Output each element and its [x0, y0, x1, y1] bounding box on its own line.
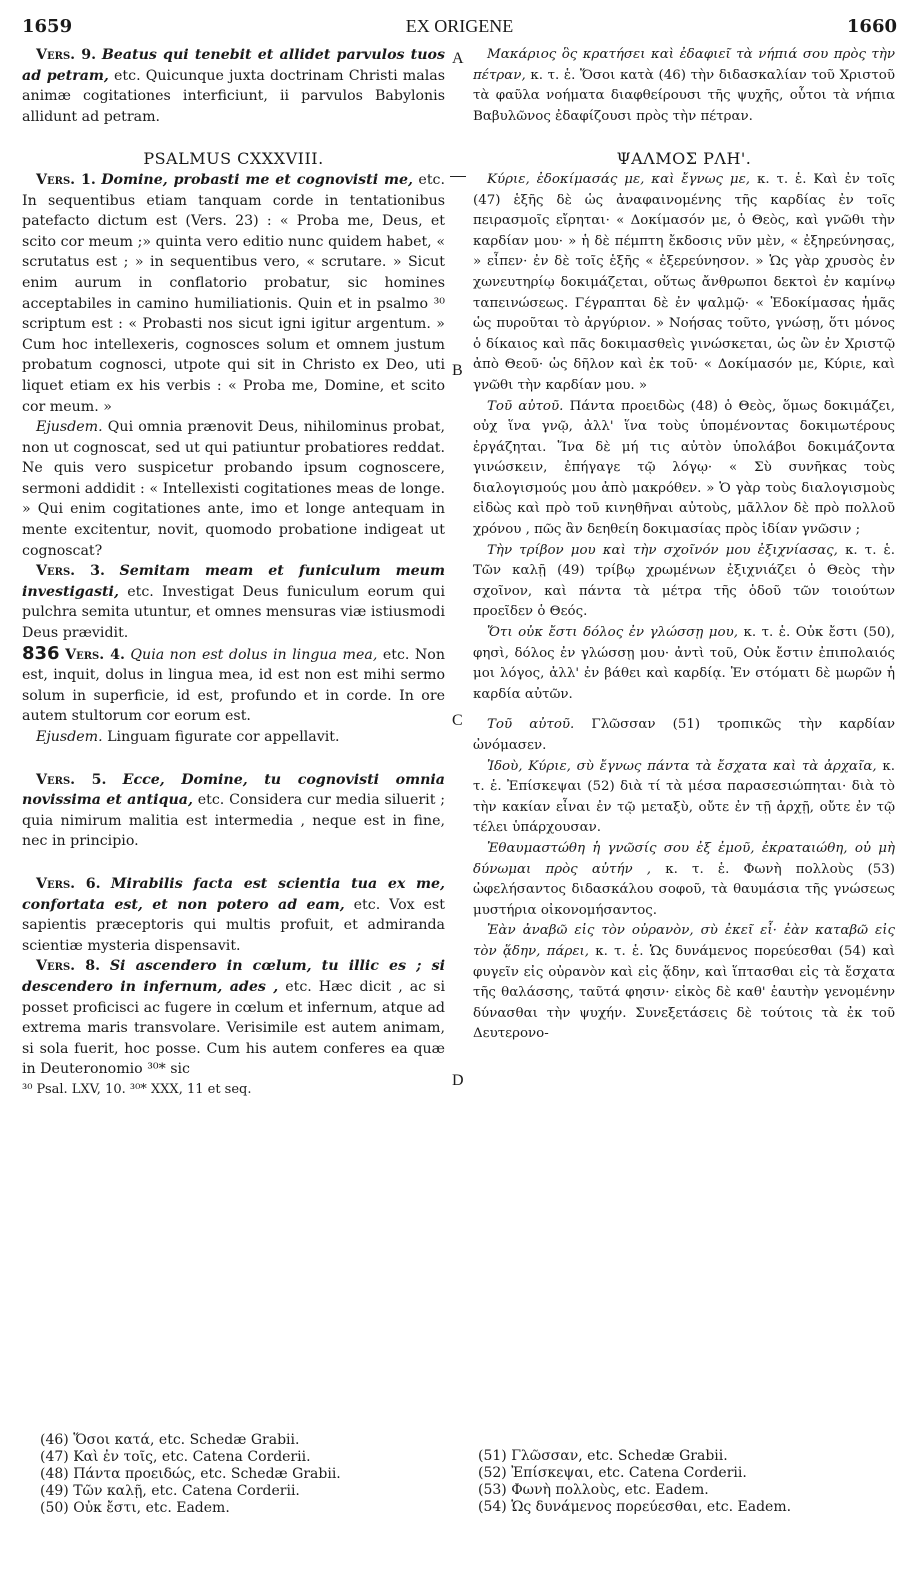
- running-header: [22, 16, 897, 40]
- greek-verse-9: Μακάριος ὃς κρατήσει καὶ ἐδαφιεῖ τὰ νήπιά σου πρὸς τὴν πέτραν, κ. τ. ἑ. Ὅσοι κατὰ (46) τὴν διδασκαλίαν τοῦ Χριστοῦ τὰ φαῦλα νοήματα διαφθείρουσι τῆς ψυχῆς, οὗτοι τὰ νήπια Βαβυλῶνος ἐδαφίζουσι πρὸς τὴν πέτραν.: [473, 47, 895, 124]
- greek-psalm-title: ΨΑΛΜΟΣ ΡΛΗ'.: [616, 149, 752, 169]
- margin-mark-a: A: [452, 50, 464, 67]
- footnote: (49) Τῶν καλῇ, etc. Catena Corderii.: [40, 1483, 300, 1499]
- latin-ejusdem-2: Ejusdem. Linguam figurate cor appellavit.: [36, 729, 340, 745]
- greek-verse-1: Κύριε, ἐδοκίμασάς με, καὶ ἔγνως με, κ. τ. ἑ. Καὶ ἐν τοῖς (47) ἑξῆς δὲ ὡς ἀναφαινομένης τῆς καρδίας ἐν τοῖς πειρασμοῖς εἴρηται· « Δοκίμασόν με, ὁ Θεὸς, καὶ γνῶθι τὴν καρδίαν μου· » ἡ δὲ πέμπτη ἔκδοσις νῦν μὲν, « ἐξηρεύνησας, » εἶπεν· ἐν δὲ τοῖς ἑξῆς « ἐξερεύνησον. » Ὡς γὰρ χρυσὸς ἐν χωνευτηρίῳ δοκιμάζεται, οὕτως ἄνθρωποι δεκτοὶ ἐν καμίνῳ ταπεινώσεως. Γέγραπται δὲ ἐν ψαλμῷ· « Ἐδοκίμασας ἡμᾶς ὡς πυροῦται τὸ ἀργύριον. » Νοήσας τοῦτο, γνώσῃ, ὅτι μόνος ὁ δίκαιος καὶ πᾶς δοκιμασθεὶς γινώσκεται, ὡς ὢν ἐν Χριστῷ ἀπὸ Θεοῦ· ὡς δῆλον καὶ ἐκ τοῦ· « Δοκίμασόν με, Κύριε, καὶ γνῶθι τὴν καρδίαν μου. »: [473, 171, 896, 393]
- latin-ejusdem-1: Ejusdem. Qui omnia prænovit Deus, nihilominus probat, non ut cognoscat, sed ut qui patiuntur probatiores reddat. Ne quis vero suspicetur probando ipsum cognoscere, sermoni addidit : « Intellexisti cogitationes meas de longe. » Qui enim cogitationes ante, imo et longe antequam in mente excitentur, novit, quomodo probatione indigeat ut cognoscat?: [22, 419, 445, 559]
- footnote: (46) Ὅσοι κατά, etc. Schedæ Grabii.: [40, 1432, 300, 1448]
- footnote: (53) Φωνὴ πολλοὺς, etc. Eadem.: [478, 1482, 709, 1498]
- greek-verse-3: Τὴν τρίβον μου καὶ τὴν σχοῖνόν μου ἐξιχνίασας, κ. τ. ἑ. Τῶν καλῇ (49) τρίβῳ χρωμένων ἐξιχνιάζει ὁ Θεὸς τὴν σχοῖνον, καὶ πάντα τὰ μέτρα τῆς ὁδοῦ τῶν τοιούτων προεῖδεν ὁ Θεός.: [473, 542, 895, 620]
- footnote: (48) Πάντα προειδώς, etc. Schedæ Grabii.: [40, 1466, 341, 1482]
- greek-verse-8: Ἐὰν ἀναβῶ εἰς τὸν οὐρανὸν, σὺ ἐκεῖ εἶ· ἐὰν καταβῶ εἰς τὸν ᾅδην, πάρει, κ. τ. ἑ. Ὡς δυνάμενος πορεύεσθαι (54) καὶ φυγεῖν εἰς οὐρανὸν καὶ εἰς ᾅδην, καὶ ἵπτασθαι εἰς τὰ ἔσχατα τῆς θαλάσσης, ταῦτά φησιν· εἰκὸς δὲ καθ' ἑαυτὴν γενομένην δύνασθαι τὴν ψυχήν. Συνεξετάσεις δὲ τούτοις τὰ ἐκ τοῦ Δευτερονο-: [473, 923, 895, 1042]
- section-dash: [450, 176, 466, 177]
- greek-tou-autou-2: Τοῦ αὐτοῦ. Γλῶσσαν (51) τροπικῶς τὴν καρδίαν ὠνόμασεν.: [473, 717, 895, 753]
- footnote: (54) Ὡς δυνάμενος πορεύεσθαι, etc. Eadem.: [478, 1499, 792, 1515]
- page-number-left: 1659: [22, 16, 73, 37]
- latin-verse-4: 836 Vers. 4. Quia non est dolus in lingua mea, etc. Non est, inquit, dolus in lingua mea, id est non est mihi sermo solum in superficie, id est, profundo et in corde. In ore autem stultorum cor eorum est.: [22, 642, 445, 725]
- greek-column: [473, 45, 895, 1045]
- latin-verse-5: Vers. 5. Ecce, Domine, tu cognovisti omnia novissima et antiqua, etc. Considera cur media siluerit ; quia nimirum malitia est intermedia , neque est in fine, nec in principio.: [22, 771, 446, 850]
- footnote: (52) Ἐπίσκεψαι, etc. Catena Corderii.: [478, 1465, 747, 1481]
- footnotes-left: [40, 1432, 440, 1517]
- running-title: EX ORIGENE: [405, 16, 514, 36]
- latin-verse-6: Vers. 6. Mirabilis facta est scientia tua ex me, confortata est, et non potero ad eam, etc. Vox est sapientis præceptoris qui multis profuit, et admiranda scientiæ mysteria dispensavit.: [22, 875, 446, 954]
- latin-verse-8: Vers. 8. Si ascendero in cœlum, tu illic es ; si descendero in infernum, ades , etc. Hæc dicit , ac si posset proficisci ac fugere in cœlum et infernum, atque ad extrema maris transvolare. Verisimile est autem animam, si sola fuerit, hoc posse. Cum his autem conferes ea quæ in Deuteronomio ³⁰* sic: [22, 958, 446, 1078]
- greek-tou-autou-1: Τοῦ αὐτοῦ. Πάντα προειδὼς (48) ὁ Θεὸς, ὅμως δοκιμάζει, οὐχ ἵνα γνῷ, ἀλλ' ἵνα τοὺς ὑπομένοντας δοκιμωτέρους ἐργάζηται. Ἵνα δὲ μή τις αὐτὸν ὑπολάβοι δοκιμάζοντα γινώσκειν, ἐπήγαγε τῷ λόγῳ· « Σὺ συνῆκας τοὺς διαλογισμούς μου ἀπὸ μακρόθεν. » Ὁ γὰρ τοὺς διαλογισμοὺς εἰδὼς καὶ πρὸ τοῦ κινηθῆναι αὐτοὺς, μᾶλλον δὲ πρὸ πολλοῦ χρόνου , πῶς ἂν δεηθείη δοκιμασίας πρὸς ἰδίαν γνῶσιν ;: [473, 398, 895, 538]
- margin-mark-d: D: [452, 1072, 464, 1089]
- margin-mark-c: C: [452, 712, 463, 729]
- greek-verse-6: Ἐθαυμαστώθη ἡ γνῶσίς σου ἐξ ἐμοῦ, ἐκραταιώθη, οὐ μὴ δύνωμαι πρὸς αὐτήν , κ. τ. ἑ. Φωνὴ πολλοὺς (53) ὠφελήσαντος διδασκάλου σοφοῦ, τὰ θαυμάσια τῆς γνώσεως μυστήρια οἰκονομήσαντος.: [473, 840, 895, 918]
- margin-mark-b: B: [452, 362, 463, 379]
- greek-verse-5: Ἰδοὺ, Κύριε, σὺ ἔγνως πάντα τὰ ἔσχατα καὶ τὰ ἀρχαῖα, κ. τ. ἑ. Ἐπίσκεψαι (52) διὰ τί τὰ μέσα παρασεσιώπηται· διὰ τὸ τὴν κακίαν εἶναι ἐν τῷ μεταξὺ, οὔτε ἐν τῇ ἀρχῇ, οὔτε ἐν τῷ τέλει ὑπάρχουσαν.: [473, 758, 895, 836]
- footnote: (47) Καὶ ἐν τοῖς, etc. Catena Corderii.: [40, 1449, 311, 1465]
- column-number: 836: [22, 642, 60, 664]
- latin-scripture-refs: ³⁰ Psal. LXV, 10. ³⁰* XXX, 11 et seq.: [22, 1081, 252, 1097]
- latin-column: [22, 45, 445, 1101]
- latin-verse-1: Vers. 1. Domine, probasti me et cognovisti me, etc. In sequentibus etiam tanquam corde in tentationibus patefacto dictum est (Vers. 23) : « Proba me, Deus, et scito cor meum ;» quinta vero editio nunc quidem habet, « scrutatus est ; » in sequentibus vero, « scrutare. » Sicut enim aurum in conflatorio probatur, sic homines acceptabiles in camino humiliationis. Quin et in psalmo ³⁰ scriptum est : « Probasti nos sicut igni igitur argentum. » Cum hoc intellexeris, cognosces solum et omnem justum probatum cognosci, utpote qui sit in Christo ex Deo, uti liquet etiam ex his verbis : « Proba me, Domine, et scito cor meum. »: [22, 171, 445, 415]
- greek-verse-4: Ὅτι οὐκ ἔστι δόλος ἐν γλώσσῃ μου, κ. τ. ἑ. Οὐκ ἔστι (50), φησὶ, δόλος ἐν γλώσσῃ μου· ἀντὶ τοῦ, Οὐκ ἔστιν ἐπιπολαιός μοι λόγος, ἀλλ' ἐν βάθει καὶ καρδίᾳ. Ἐν στόματι δὲ μωρῶν ἡ καρδία αὐτῶν.: [473, 625, 895, 702]
- latin-verse-3: Vers. 3. Semitam meam et funiculum meum investigasti, etc. Investigat Deus funiculum eorum qui pulchra semita utuntur, et omnes mensuras viæ istiusmodi Deus prævidit.: [22, 563, 446, 642]
- footnote: (50) Οὐκ ἔστι, etc. Eadem.: [40, 1500, 230, 1516]
- page-number-right: 1660: [846, 16, 897, 37]
- footnote: (51) Γλῶσσαν, etc. Schedæ Grabii.: [478, 1448, 728, 1464]
- latin-verse-9: Vers. 9. Beatus qui tenebit et allidet parvulos tuos ad petram, etc. Quicunque juxta doctrinam Christi malas animæ cogitationes interficiunt, ii parvulos Babylonis allidunt ad petram.: [22, 47, 445, 125]
- latin-psalm-title: PSALMUS CXXXVIII.: [143, 149, 324, 169]
- footnotes-right: [478, 1448, 898, 1516]
